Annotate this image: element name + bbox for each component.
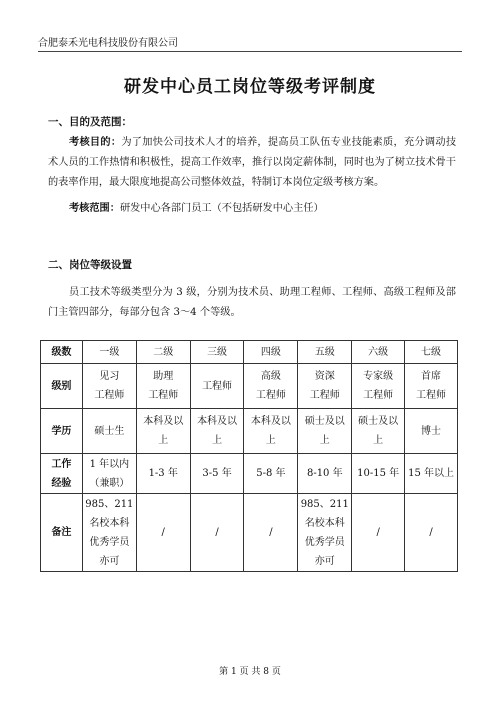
header-grade-cell: 六级 — [352, 341, 405, 364]
scope-paragraph — [48, 199, 456, 219]
section1-heading: 一、目的及范围： — [48, 116, 132, 128]
header-grade-cell: 三级 — [190, 341, 244, 364]
header-grade-cell: 一级 — [82, 341, 136, 364]
table-cell: 985、211 名校本科 优秀学员 亦可 — [82, 494, 136, 572]
table-cell: / — [244, 494, 298, 572]
table-cell: 见习 工程师 — [82, 364, 136, 409]
table-cell: 首席 工程师 — [405, 364, 458, 409]
table-cell: / — [136, 494, 190, 572]
table-cell: 15 年以上 — [405, 454, 458, 494]
header-grade-cell: 二级 — [136, 341, 190, 364]
table-cell: 8-10 年 — [298, 454, 352, 494]
table-cell: 高级 工程师 — [244, 364, 298, 409]
document-title: 研发中心员工岗位等级考评制度 — [124, 77, 376, 97]
purpose-label: 考核目的： — [69, 137, 122, 148]
table-cell: 10-15 年 — [352, 454, 405, 494]
table-cell: / — [190, 494, 244, 572]
table-cell: 本科及以 上 — [136, 409, 190, 454]
row-label-cell: 学历 — [41, 409, 83, 454]
row-label-cell: 工作 经验 — [41, 454, 83, 494]
table-cell: 博士 — [405, 409, 458, 454]
purpose-text: 为了加快公司技术人才的培养，提高员工队伍专业技能素质，充分调动技术人员的工作热情和积极性，提高工作效率，推行以岗定薪体制，同时也为了树立技术骨干的表率作用，最大限度地提高公司整体效益，特制订本岗位定级考核方案。 — [48, 137, 457, 188]
table-cell: 硕士及以 上 — [298, 409, 352, 454]
table-cell: 1-3 年 — [136, 454, 190, 494]
table-cell: 5-8 年 — [244, 454, 298, 494]
table-cell: 3-5 年 — [190, 454, 244, 494]
table-cell: 资深 工程师 — [298, 364, 352, 409]
table-cell: 硕士生 — [82, 409, 136, 454]
scope-label: 考核范围： — [69, 203, 120, 214]
grade-table — [40, 340, 458, 572]
table-cell: 985、211 名校本科 优秀学员 亦可 — [298, 494, 352, 572]
section2-heading: 二、岗位等级设置 — [48, 259, 132, 271]
header-grade-cell: 四级 — [244, 341, 298, 364]
header-label-cell: 级数 — [41, 341, 83, 364]
table-row — [41, 364, 458, 409]
table-cell: 硕士及以 上 — [352, 409, 405, 454]
table-cell: 本科及以 上 — [190, 409, 244, 454]
purpose-paragraph — [48, 133, 456, 193]
table-cell: 本科及以 上 — [244, 409, 298, 454]
table-cell: 助理 工程师 — [136, 364, 190, 409]
table-row — [41, 454, 458, 494]
row-label-cell: 备注 — [41, 494, 83, 572]
page-footer: 第 1 页 共 8 页 — [219, 667, 281, 677]
table-cell: / — [405, 494, 458, 572]
table-cell: 1 年以内 （兼职） — [82, 454, 136, 494]
table-row — [41, 494, 458, 572]
scope-text: 研发中心各部门员工（不包括研发中心主任） — [119, 203, 324, 214]
table-cell: 工程师 — [190, 364, 244, 409]
page-header: 合肥泰禾光电科技股份有限公司 — [38, 34, 462, 52]
row-label-cell: 级别 — [41, 364, 83, 409]
header-grade-cell: 五级 — [298, 341, 352, 364]
table-cell: 专家级 工程师 — [352, 364, 405, 409]
table-header-row — [41, 341, 458, 364]
header-grade-cell: 七级 — [405, 341, 458, 364]
table-row — [41, 409, 458, 454]
section2-intro: 员工技术等级类型分为 3 级，分别为技术员、助理工程师、工程师、高级工程师及部门主管四部分，每部分包含 3～4 个等级。 — [48, 287, 456, 318]
table-cell: / — [352, 494, 405, 572]
